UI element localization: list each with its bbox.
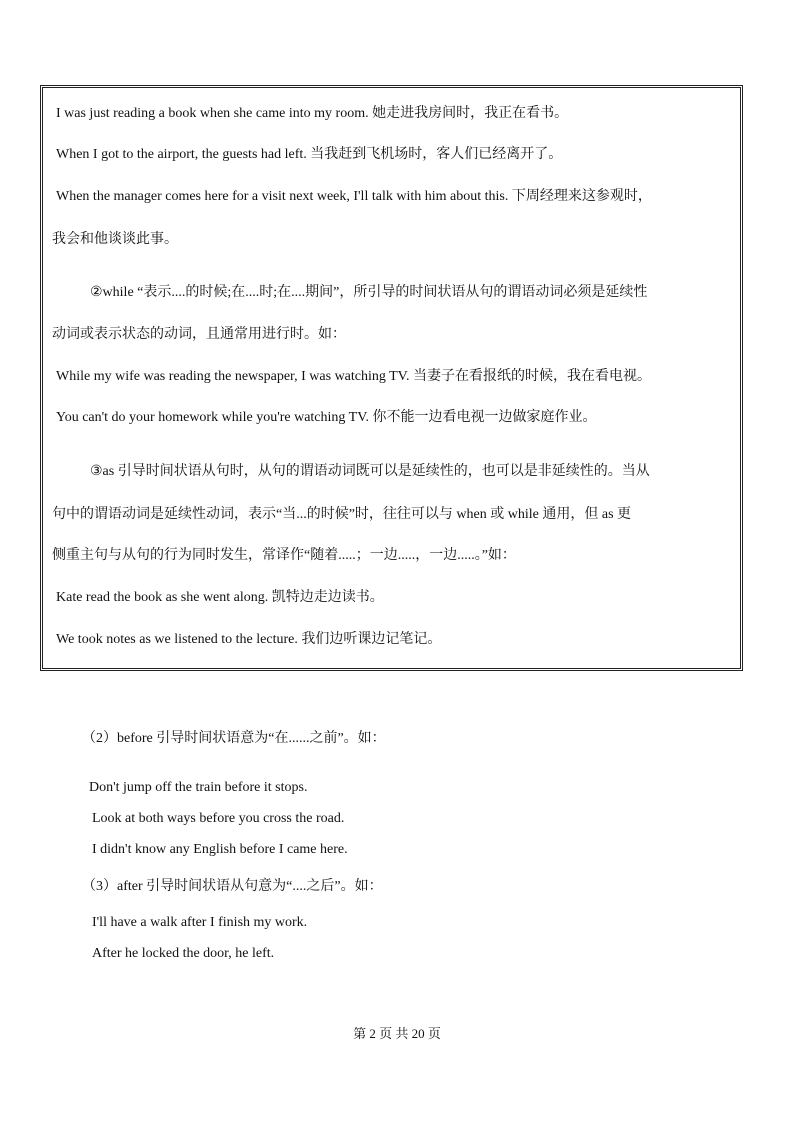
- box-line: You can't do your homework while you're watching TV. 你不能一边看电视一边做家庭作业。: [56, 410, 597, 425]
- box-line: ③as 引导时间状语从句时，从句的谓语动词既可以是延续性的，也可以是非延续性的。当从: [90, 464, 650, 479]
- box-line: While my wife was reading the newspaper, I was watching TV. 当妻子在看报纸的时候，我在看电视。: [56, 369, 651, 384]
- box-line: 侧重主句与从句的行为同时发生，常译作“随着.....；一边.....，一边.....。”如：: [52, 548, 516, 563]
- box-line: 我会和他谈谈此事。: [52, 232, 178, 247]
- example-sentence: I'll have a walk after I finish my work.: [92, 915, 308, 930]
- example-sentence: Look at both ways before you cross the road.: [92, 811, 345, 826]
- box-line: Kate read the book as she went along. 凯特边走边读书。: [56, 590, 384, 605]
- box-line: I was just reading a book when she came into my room. 她走进我房间时，我正在看书。: [56, 106, 569, 121]
- example-sentence: After he locked the door, he left.: [92, 946, 275, 961]
- section-heading-after: （3）after 引导时间状语从句意为“....之后”。如：: [82, 879, 383, 894]
- example-sentence: I didn't know any English before I came here.: [92, 842, 348, 857]
- box-line: ②while “表示....的时候;在....时;在....期间”，所引导的时间状语从句的谓语动词必须是延续性: [90, 285, 648, 300]
- box-line: We took notes as we listened to the lecture. 我们边听课边记笔记。: [56, 632, 442, 647]
- box-line: When I got to the airport, the guests had left. 当我赶到飞机场时，客人们已经离开了。: [56, 147, 563, 162]
- section-heading-before: （2）before 引导时间状语意为“在......之前”。如：: [82, 731, 386, 746]
- box-line: 句中的谓语动词是延续性动词，表示“当...的时候”时，往往可以与 when 或 while 通用，但 as 更: [52, 507, 632, 522]
- example-sentence: Don't jump off the train before it stops.: [89, 780, 308, 795]
- box-line: 动词或表示状态的动词，且通常用进行时。如：: [52, 327, 346, 342]
- example-box: [40, 85, 743, 671]
- box-line: When the manager comes here for a visit next week, I'll talk with him about this. 下周经理来这参观时，: [56, 189, 652, 204]
- page-number-footer: 第 2 页 共 20 页: [353, 1026, 441, 1041]
